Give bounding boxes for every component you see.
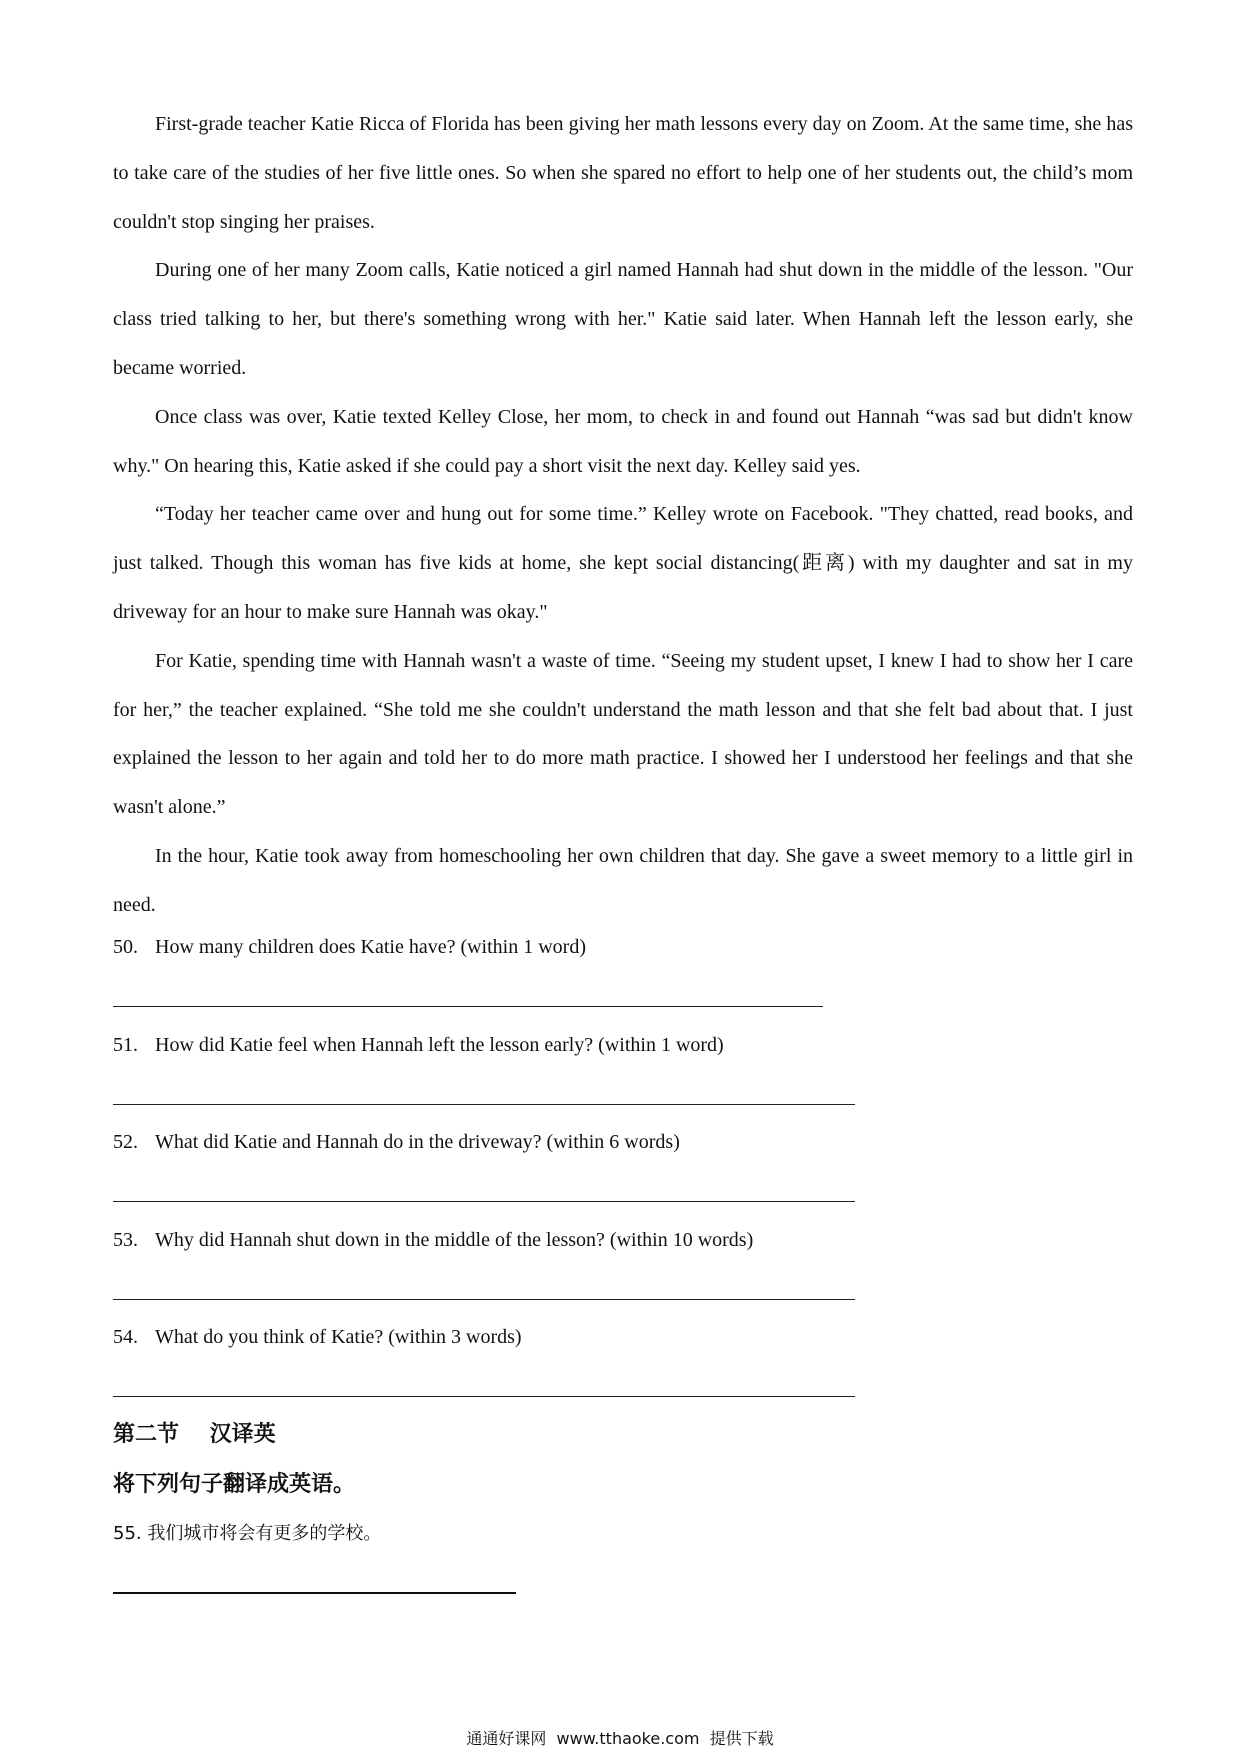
question-number: 52. [113,1131,138,1153]
question-item [113,1315,1133,1413]
translation-answer-line[interactable] [113,1592,516,1594]
passage-paragraph: In the hour, Katie took away from homeschooling her own children that day. She gave a sweet memory to a little girl in need. [113,844,1133,916]
answer-line[interactable] [113,1396,855,1397]
question-text: How did Katie feel when Hannah left the lesson early? (within 1 word) [155,1033,724,1056]
question-list [113,925,1133,1413]
section-instruction: 将下列句子翻译成英语。 [113,1472,356,1497]
passage-paragraph: Once class was over, Katie texted Kelley Close, her mom, to check in and found out Hannah “was sad but didn't know why." On hearing this, Katie asked if she could pay a short visit the next day. Kelley said yes. [113,405,1133,477]
question-item [113,1218,1133,1316]
question-number: 54. [113,1326,138,1348]
passage-paragraph: “Today her teacher came over and hung out for some time.” Kelley wrote on Facebook. "They chatted, read books, and just talked. Though this woman has five kids at home, she kept social distancing(距离) with my daughter and sat in my driveway for an hour to make sure Hannah was okay." [113,503,1133,623]
question-item [113,1120,1133,1218]
answer-line[interactable] [113,1201,855,1202]
answer-line[interactable] [113,1006,823,1007]
reading-passage [113,100,1133,930]
passage-paragraph: During one of her many Zoom calls, Katie noticed a girl named Hannah had shut down in the middle of the lesson. "Our class tried talking to her, but there's something wrong with her." Katie said later. When Hannah left the lesson early, she became worried. [113,259,1133,379]
question-item [113,1023,1133,1121]
question-text: What did Katie and Hannah do in the driveway? (within 6 words) [155,1131,680,1153]
question-number: 50. [113,936,138,958]
question-number: 51. [113,1033,138,1056]
page-footer: 通通好课网 www.tthaoke.com 提供下载 [466,1729,774,1748]
question-text: How many children does Katie have? (within 1 word) [155,936,586,958]
question-number: 53. [113,1228,138,1251]
passage-paragraph: For Katie, spending time with Hannah wasn't a waste of time. “Seeing my student upset, I knew I had to show her I care for her,” the teacher explained. “She told me she couldn't understand the math lesson and that she felt bad about that. I just explained the lesson to her again and told her to do more math practice. I showed her I understood her feelings and that she wasn't alone.” [113,649,1133,819]
answer-line[interactable] [113,1104,855,1105]
question-item [113,925,1133,1023]
section-title: 第二节 汉译英 [113,1422,276,1447]
question-text: Why did Hannah shut down in the middle of the lesson? (within 10 words) [155,1228,754,1251]
passage-paragraph: First-grade teacher Katie Ricca of Florida has been giving her math lessons every day on Zoom. At the same time, she has to take care of the studies of her five little ones. So when she spared no effort to help one of her students out, the child’s mom couldn't stop singing her praises. [113,113,1133,233]
answer-line[interactable] [113,1299,855,1300]
translation-question: 55. 我们城市将会有更多的学校。 [113,1523,382,1544]
question-text: What do you think of Katie? (within 3 words) [155,1326,522,1348]
